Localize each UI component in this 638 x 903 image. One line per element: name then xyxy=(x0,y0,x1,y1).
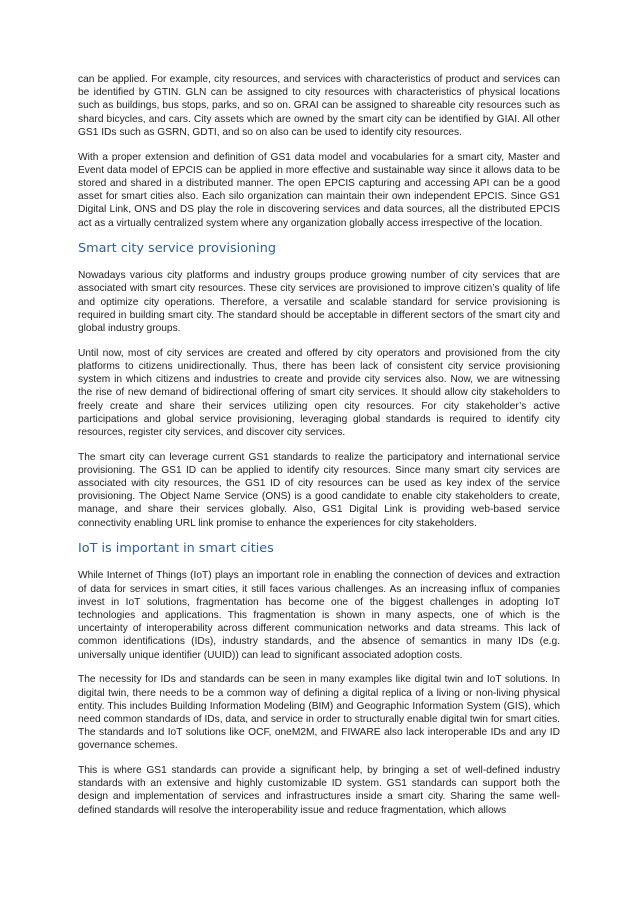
paragraph: Until now, most of city services are created and offered by city operators and provisioned from the city platforms to citizens unidirectionally. Thus, there has been lack of consistent city service provisioning system in which citizens and industries to create and provide city services also. Now, we are witnessing the rise of new demand of bidirectional offering of smart city services. It should allow city stakeholders to freely create and share their services utilizing open city resources. For city stakeholder’s active participations and global service provisioning, leveraging global standards is required to identify city resources, register city services, and discover city services. xyxy=(78,347,560,438)
section-heading-iot: IoT is important in smart cities xyxy=(78,541,274,557)
paragraph: The necessity for IDs and standards can be seen in many examples like digital twin and IoT solutions. In digital twin, there needs to be a common way of defining a digital replica of a living or non-living physical entity. This includes Building Information Modeling (BIM) and Geographic Information System (GIS), which need common standards of IDs, data, and service in order to structurally enable digital twin for smart cities. The standards and IoT solutions like OCF, oneM2M, and FIWARE also lack interoperable IDs and any ID governance schemes. xyxy=(78,674,560,752)
paragraph: While Internet of Things (IoT) plays an important role in enabling the connection of devices and extraction of data for services in smart cities, it still faces various challenges. As an increasing influx of companies invest in IoT solutions, fragmentation has become one of the biggest challenges in adopting IoT technologies and applications. This fragmentation is shown in many aspects, one of which is the uncertainty of interoperability across different communication networks and data streams. This lack of common identifications (IDs), industry standards, and the absence of semantics in many IDs (e.g. universally unique identifier (UUID)) can lead to significant associated adoption costs. xyxy=(78,570,560,661)
paragraph: can be applied. For example, city resources, and services with characteristics of product and services can be identified by GTIN. GLN can be assigned to city resources with characteristics of physical locations such as buildings, bus stops, parks, and so on. GRAI can be assigned to shareable city resources such as shard bicycles, and cars. City assets which are owned by the smart city can be identified by GIAI. All other GS1 IDs such as GSRN, GDTI, and so on also can be used to identify city resources. xyxy=(78,74,560,138)
paragraph: This is where GS1 standards can provide a significant help, by bringing a set of well-defined industry standards with an extensive and highly customizable ID system. GS1 standards can support both the design and implementation of services and infrastructures inside a smart city. Sharing the same well-defined standards will resolve the interoperability issue and reduce fragmentation, which allows xyxy=(78,765,560,816)
section-heading-service-provisioning: Smart city service provisioning xyxy=(78,241,276,257)
paragraph: With a proper extension and definition of GS1 data model and vocabularies for a smart city, Master and Event data model of EPCIS can be applied in more effective and sustainable way since it allows data to be stored and shared in a distributed manner. The open EPCIS capturing and accessing API can be a good asset for smart cities also. Each silo organization can maintain their own independent EPCIS. Since GS1 Digital Link, ONS and DS play the role in discovering services and data sources, all the distributed EPCIS act as a virtually centralized system where any organization globally access irrespective of the location. xyxy=(78,151,560,229)
paragraph: Nowadays various city platforms and industry groups produce growing number of city services that are associated with smart city resources. These city services are provisioned to improve citizen’s quality of life and optimize city operations. Therefore, a versatile and scalable standard for service provisioning is required in building smart city. The standard should be acceptable in different sectors of the smart city and global industry groups. xyxy=(78,270,560,335)
paragraph: The smart city can leverage current GS1 standards to realize the participatory and international service provisioning. The GS1 ID can be applied to identify city resources. Since many smart city services are associated with city resources, the GS1 ID of city resources can be used as key index of the service provisioning. The Object Name Service (ONS) is a good candidate to enable city stakeholders to create, manage, and share their services globally. Also, GS1 Digital Link is providing web-based service connectivity enabling URL link promise to enhance the experiences for city stakeholders. xyxy=(78,451,560,529)
